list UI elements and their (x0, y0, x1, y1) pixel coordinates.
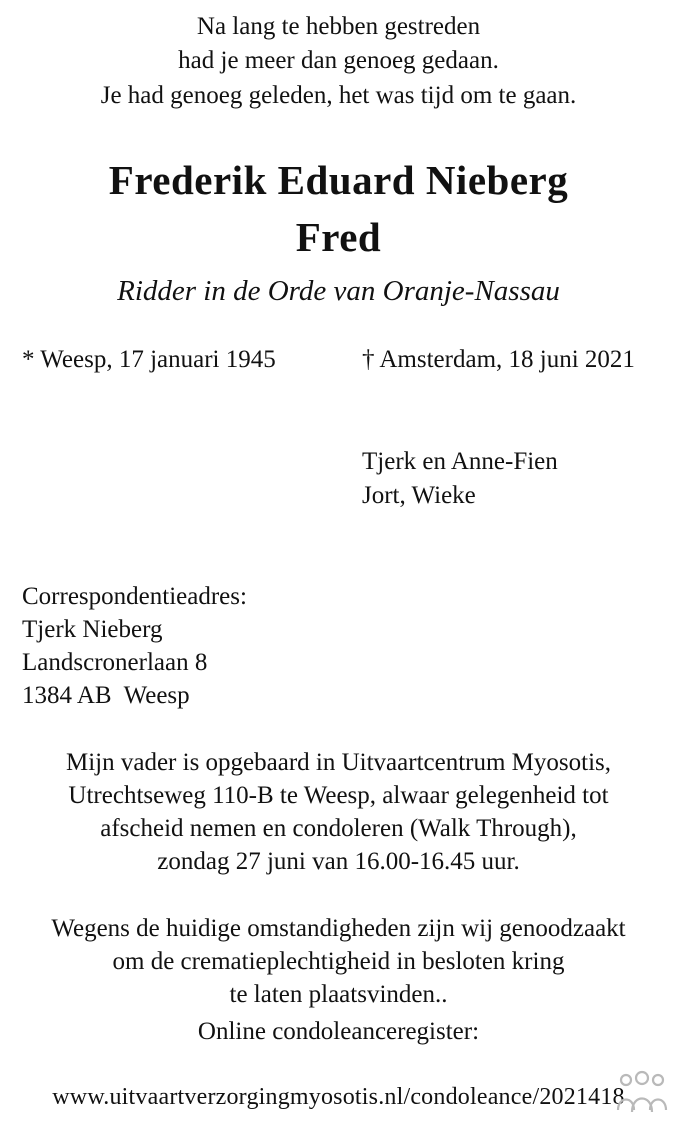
people-group-icon (614, 1070, 670, 1116)
online-register-label: Online condoleanceregister: (197, 1018, 480, 1045)
deceased-nickname: Fred (295, 214, 382, 260)
poem-line-2: had je meer dan genoeg gedaan. (178, 47, 499, 74)
poem-line-1: Na lang te hebben gestreden (196, 13, 481, 40)
correspondence-name: Tjerk Nieberg (22, 616, 163, 643)
deceased-honor: Ridder in de Orde van Oranje-Nassau (117, 275, 560, 307)
correspondence-city: 1384 AB Weesp (22, 682, 190, 709)
poem-line-3: Je had genoeg geleden, het was tijd om te gaan. (100, 82, 577, 109)
deceased-full-name: Frederik Eduard Nieberg (108, 157, 569, 203)
online-register-url[interactable]: www.uitvaartverzorgingmyosotis.nl/condoleance/2021418 (52, 1084, 625, 1110)
family-line-2: Jort, Wieke (362, 482, 476, 509)
correspondence-heading: Correspondentieadres: (22, 583, 247, 610)
correspondence-street: Landscronerlaan 8 (22, 649, 208, 676)
death-date: † Amsterdam, 18 juni 2021 (362, 346, 635, 373)
viewing-line-1: Mijn vader is opgebaard in Uitvaartcentrum Myosotis, (65, 749, 612, 776)
ceremony-line-1: Wegens de huidige omstandigheden zijn wij genoodzaakt (51, 915, 626, 942)
viewing-line-3: afscheid nemen en condoleren (Walk Through), (100, 815, 577, 842)
viewing-line-4: zondag 27 juni van 16.00-16.45 uur. (157, 848, 520, 875)
ceremony-line-2: om de crematieplechtigheid in besloten kring (112, 948, 565, 975)
birth-date: * Weesp, 17 januari 1945 (22, 346, 276, 373)
ceremony-line-3: te laten plaatsvinden.. (229, 981, 448, 1008)
viewing-line-2: Utrechtseweg 110-B te Weesp, alwaar gelegenheid tot (68, 782, 609, 809)
family-line-1: Tjerk en Anne-Fien (362, 448, 558, 475)
